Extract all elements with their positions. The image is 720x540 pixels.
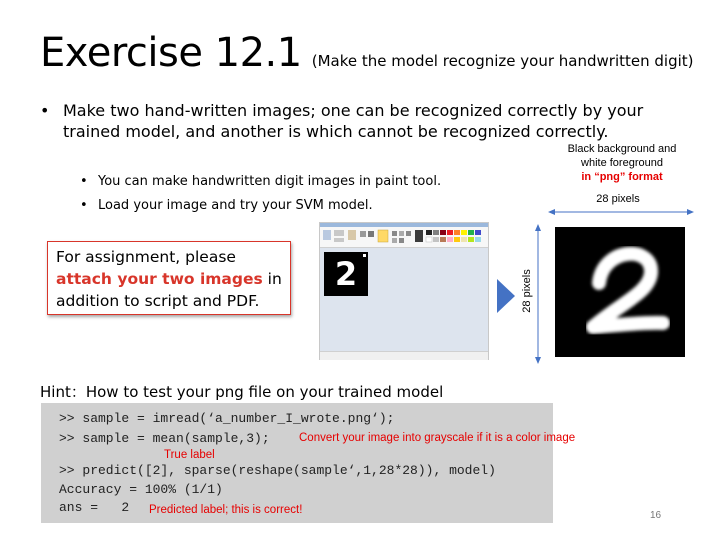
bullet-dot: • bbox=[40, 101, 50, 120]
assignment-highlight: attach your two images bbox=[56, 270, 263, 288]
paint-resize-handle bbox=[363, 254, 366, 257]
assignment-text-2: in addition to script and PDF. bbox=[56, 270, 282, 310]
paint-canvas bbox=[324, 252, 368, 296]
code-block bbox=[41, 403, 576, 523]
assignment-text-1: For assignment, please bbox=[56, 248, 236, 266]
bg-note-format: in “png” format bbox=[581, 171, 663, 183]
bullet-dot: • bbox=[80, 198, 88, 213]
assignment-box bbox=[47, 241, 291, 315]
right-arrow-icon bbox=[497, 279, 515, 313]
title-main: Exercise 12.1 bbox=[40, 30, 302, 76]
width-arrow bbox=[548, 205, 694, 219]
main-bullet-text: Make two hand-written images; one can be recognized correctly by your trained model, and another is which cannot be recognized correctly. bbox=[63, 101, 644, 141]
digit-image bbox=[555, 227, 685, 357]
paint-screenshot bbox=[319, 222, 489, 360]
bullet-dot: • bbox=[80, 174, 88, 189]
annotation-predicted: Predicted label; this is correct! bbox=[149, 504, 303, 516]
paint-statusbar bbox=[320, 351, 488, 360]
width-label: 28 pixels bbox=[596, 193, 640, 205]
sub-bullet-text: Load your image and try your SVM model. bbox=[98, 198, 373, 213]
paint-ribbon-icons bbox=[320, 227, 488, 247]
paint-canvas-digit: 2 bbox=[334, 255, 358, 293]
title-subtitle: (Make the model recognize your handwritten digit) bbox=[311, 52, 694, 70]
background-note bbox=[552, 142, 692, 184]
main-bullet bbox=[40, 100, 680, 142]
paint-ribbon bbox=[320, 227, 488, 248]
code-line-3: >> predict([2], sparse(reshape(sample‘,1,28*28)), model) bbox=[59, 463, 496, 478]
height-label: 28 pixels bbox=[521, 269, 533, 313]
digit-two-icon bbox=[555, 227, 685, 357]
code-line-2: >> sample = mean(sample,3); bbox=[59, 431, 270, 446]
sub-bullet-paint bbox=[80, 174, 441, 189]
slide-title bbox=[40, 30, 694, 76]
page-number: 16 bbox=[650, 510, 662, 521]
sub-bullet-svm bbox=[80, 198, 373, 213]
height-arrow bbox=[531, 224, 545, 364]
code-line-4: Accuracy = 100% (1/1) bbox=[59, 482, 223, 497]
bg-note-line1: Black background and bbox=[567, 143, 677, 155]
bg-note-line2: white foreground bbox=[581, 157, 663, 169]
annotation-grayscale: Convert your image into grayscale if it is a color image bbox=[299, 432, 576, 444]
code-line-5: ans = 2 bbox=[59, 500, 130, 515]
annotation-true-label: True label bbox=[164, 449, 215, 461]
hint-text: Hint：How to test your png file on your trained model bbox=[40, 383, 444, 401]
sub-bullet-text: You can make handwritten digit images in paint tool. bbox=[98, 174, 442, 189]
code-line-1: >> sample = imread(‘a_number_I_wrote.png‘); bbox=[59, 411, 395, 426]
